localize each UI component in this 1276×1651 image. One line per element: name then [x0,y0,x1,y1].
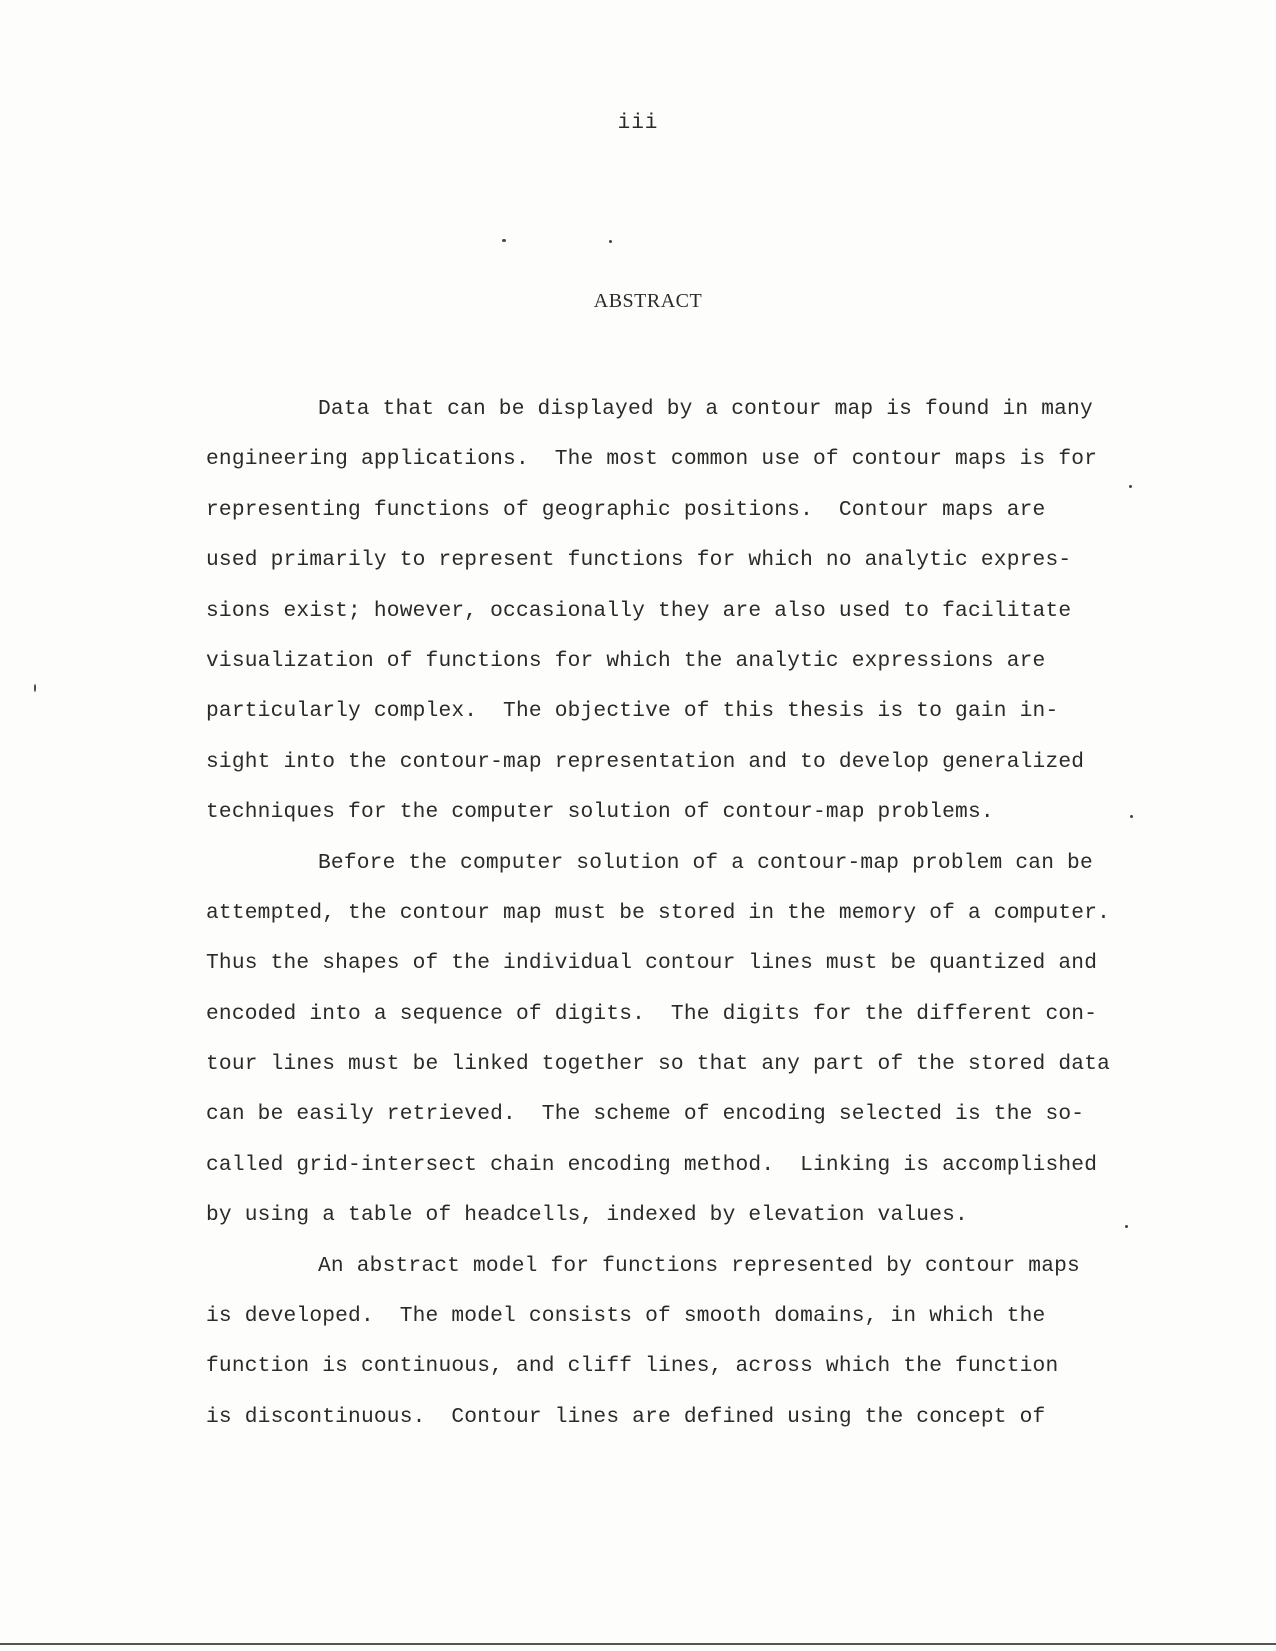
scan-speck [502,239,506,242]
scan-speck [1130,815,1133,818]
text-line: engineering applications. The most common use of contour maps is for [206,447,1098,472]
text-line: called grid-intersect chain encoding method. Linking is accomplished [206,1152,1098,1177]
text-line: function is continuous, and cliff lines, across which the function [206,1354,1059,1379]
scan-speck [1125,1225,1128,1228]
text-line: Before the computer solution of a contour-map problem can be [318,850,1093,875]
text-line: sight into the contour-map representation and to develop generalized [206,749,1085,774]
page-number: iii [617,112,659,135]
text-line: Data that can be displayed by a contour map is found in many [318,397,1093,421]
text-line: can be easily retrieved. The scheme of encoding selected is the so- [206,1102,1085,1127]
scan-edge-line [0,1643,1276,1645]
text-line: is developed. The model consists of smooth domains, in which the [206,1304,1046,1329]
text-line: tour lines must be linked together so that any part of the stored data [206,1052,1111,1077]
text-line: attempted, the contour map must be stored in the memory of a computer. [206,900,1111,925]
abstract-body [206,384,1111,1442]
text-line: An abstract model for functions represented by contour maps [318,1253,1080,1278]
text-line: encoded into a sequence of digits. The digits for the different con- [206,1001,1098,1026]
scan-speck [34,684,36,692]
text-line: by using a table of headcells, indexed by elevation values. [206,1203,968,1228]
text-line: particularly complex. The objective of this thesis is to gain in- [206,699,1059,724]
text-line: is discontinuous. Contour lines are defined using the concept of [206,1404,1046,1429]
text-line: representing functions of geographic positions. Contour maps are [206,497,1046,522]
text-line: techniques for the computer solution of contour-map problems. [206,800,994,825]
scan-speck [609,240,612,243]
text-line: used primarily to represent functions for which no analytic expres- [206,548,1072,573]
text-line: visualization of functions for which the analytic expressions are [206,648,1046,673]
text-line: Thus the shapes of the individual contour lines must be quantized and [206,951,1098,976]
scan-speck [1129,485,1132,488]
page-title: ABSTRACT [593,290,703,312]
text-line: sions exist; however, occasionally they are also used to facilitate [206,598,1072,623]
